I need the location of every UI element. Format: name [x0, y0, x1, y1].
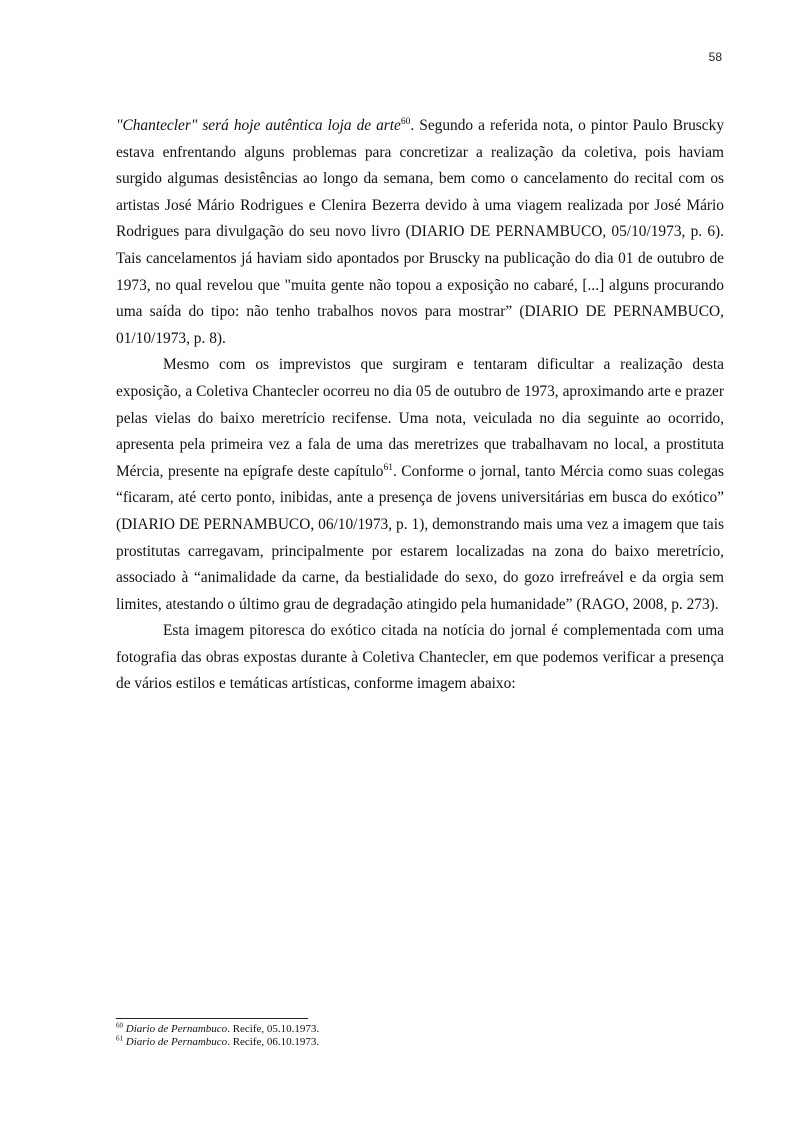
footnote-ref-60: 60	[400, 116, 411, 127]
body-text	[116, 113, 724, 698]
newspaper-headline-quote: "Chantecler" será hoje autêntica loja de arte	[116, 117, 401, 134]
footnote-source: Diario de Pernambuco	[125, 1036, 228, 1048]
footnote-source: Diario de Pernambuco	[125, 1023, 228, 1035]
footnote-marker: 60	[116, 1021, 123, 1030]
paragraph-1-text: . Segundo a referida nota, o pintor Paulo Bruscky estava enfrentando alguns problemas para concretizar a realização da coletiva, pois haviam surgido algumas desistências ao longo da semana, bem como o cancelamento do recital com os artistas José Mário Rodrigues e Clenira Bezerra devido à uma viagem realizada por José Mário Rodrigues para divulgação do seu novo livro (DIARIO DE PERNAMBUCO, 05/10/1973, p. 6). Tais cancelamentos já haviam sido apontados por Bruscky na publicação do dia 01 de outubro de 1973, no qual revelou que "muita gente não topou a exposição no cabaré, [...] alguns procurando uma saída do tipo: não tenho trabalhos novos para mostrar” (DIARIO DE PERNAMBUCO, 01/10/1973, p. 8).	[116, 117, 725, 347]
footnote-ref-61: 61	[383, 462, 393, 473]
footnote-detail: . Recife, 05.10.1973.	[227, 1023, 320, 1035]
paragraph-2-text-b: . Conforme o jornal, tanto Mércia como suas colegas “ficaram, até certo ponto, inibidas, ante a presença de jovens universitárias em busca do exótico” (DIARIO DE PERNAMBUCO, 06/10/1973, p. 1), demonstrando mais uma vez a imagem que tais prostitutas carregavam, principalmente por estarem localizadas na zona do baixo meretrício, associado à “animalidade da carne, da bestialidade do sexo, do gozo irrefreável e da orgia sem limites, atestando o último grau de degradação atingido pela humanidade” (RAGO, 2008, p. 273).	[116, 462, 724, 613]
footnote-detail: . Recife, 06.10.1973.	[227, 1036, 320, 1048]
paragraph-3-text: Esta imagem pitoresca do exótico citada na notícia do jornal é complementada com uma fotografia das obras expostas durante à Coletiva Chantecler, em que podemos verificar a presença de vários estilos e temáticas artísticas, conforme imagem abaixo:	[116, 622, 724, 693]
footnote-61	[116, 1036, 319, 1049]
paragraph-3	[116, 618, 724, 698]
page-number: 58	[708, 50, 722, 64]
footnote-marker: 61	[116, 1034, 123, 1043]
paragraph-2-text-a: Mesmo com os imprevistos que surgiram e tentaram dificultar a realização desta exposição, a Coletiva Chantecler ocorreu no dia 05 de outubro de 1973, aproximando arte e prazer pelas vielas do baixo meretrício recifense. Uma nota, veiculada no dia seguinte ao ocorrido, apresenta pela primeira vez a fala de uma das meretrizes que trabalhavam no local, a prostituta Mércia, presente na epígrafe deste capítulo	[116, 356, 724, 480]
footnote-divider	[116, 1018, 308, 1019]
paragraph-1	[116, 113, 724, 352]
footnote-60	[116, 1023, 319, 1036]
paragraph-2	[116, 352, 724, 618]
footnotes	[116, 1023, 319, 1049]
